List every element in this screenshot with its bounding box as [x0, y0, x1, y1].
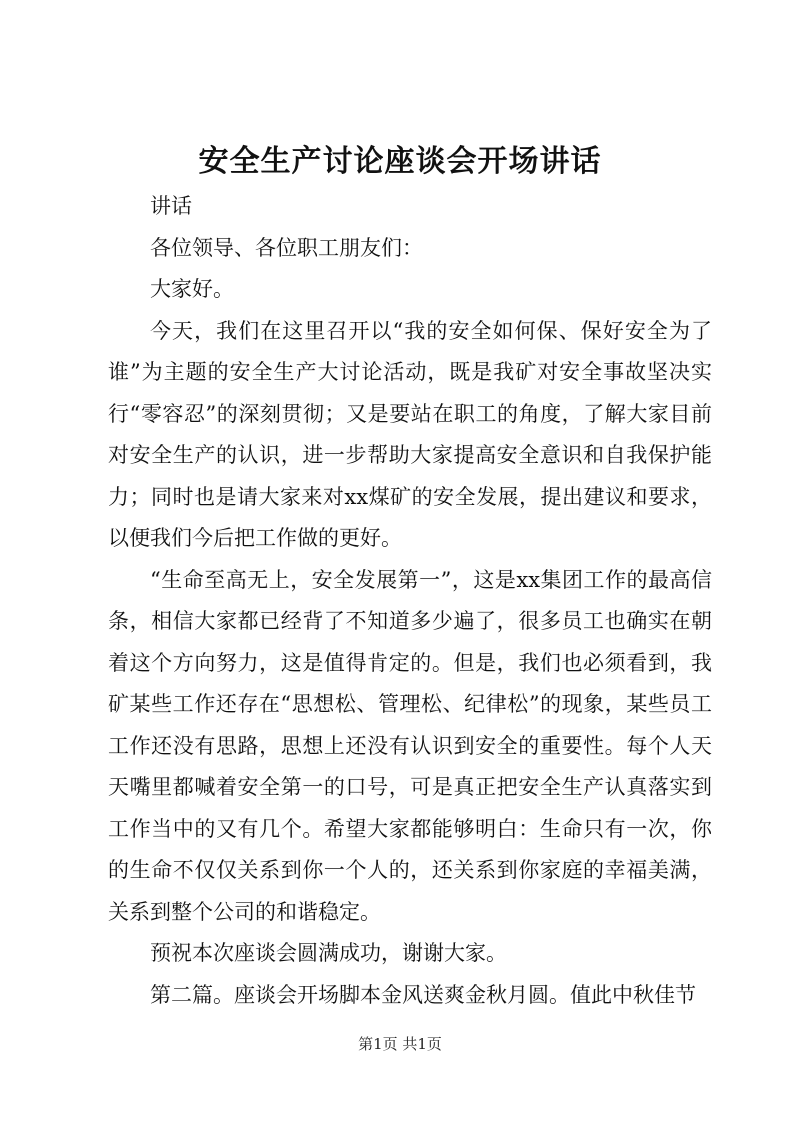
paragraph-safety-motto: “生命至高无上，安全发展第一”，这是xx集团工作的最高信条，相信大家都已经背了不知道多少遍了，很多员工也确实在朝着这个方向努力，这是值得肯定的。但是，我们也必须看到，我矿某些工作还存在“思想松、管理松、纪律松”的现象，某些员工工作还没有思路，思想上还没有认识到安全的重要性。每个人天天嘴里都喊着安全第一的口号，可是真正把安全生产认真落实到工作当中的又有几个。希望大家都能够明白：生命只有一次，你的生命不仅仅关系到你一个人的，还关系到你家庭的幸福美满，关系到整个公司的和谐稳定。: [108, 567, 712, 924]
document-title: 安全生产讨论座谈会开场讲话: [198, 144, 602, 179]
paragraph-intro: 今天，我们在这里召开以“我的安全如何保、保好安全为了谁”为主题的安全生产大讨论活动，既是我矿对安全事故坚决实行“零容忍”的深刻贯彻；又是要站在职工的角度，了解大家目前对安全生产的认识，进一步帮助大家提高安全意识和自我保护能力；同时也是请大家来对xx煤矿的安全发展，提出建议和要求，以便我们今后把工作做的更好。: [108, 318, 712, 550]
document-body: [108, 186, 712, 1016]
paragraph-salutation: 各位领导、各位职工朋友们：: [150, 235, 423, 260]
paragraph-greeting: 大家好。: [150, 277, 234, 301]
paragraph-closing: 预祝本次座谈会圆满成功，谢谢大家。: [150, 941, 507, 965]
paragraph-second-part: 第二篇。座谈会开场脚本金风送爽金秋月圆。值此中秋佳节: [150, 982, 696, 1007]
page-footer: 第1页 共1页: [358, 1035, 442, 1053]
paragraph-speech-label: 讲话: [150, 194, 192, 218]
